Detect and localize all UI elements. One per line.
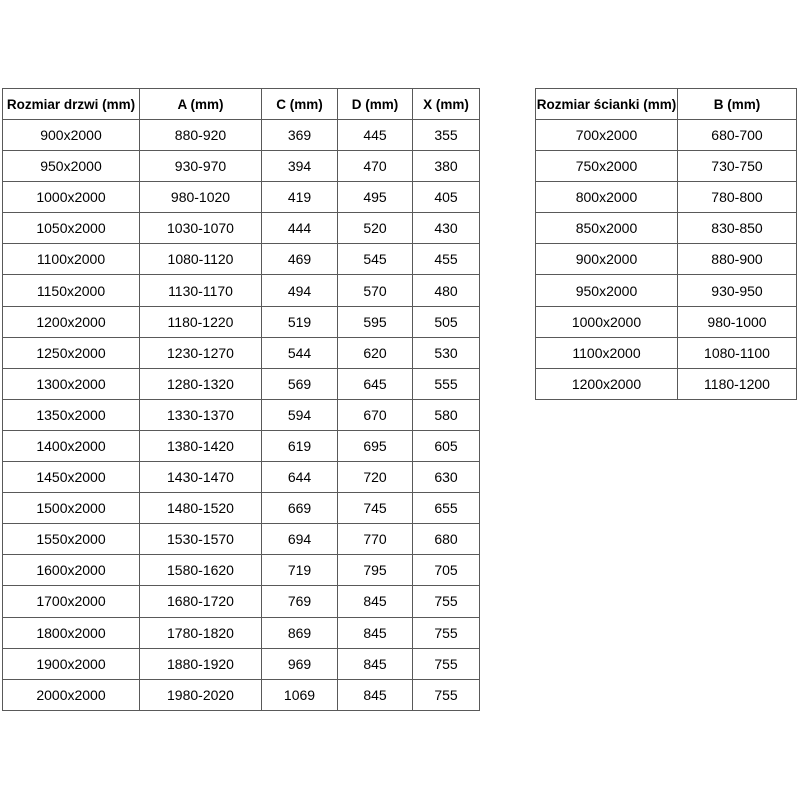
door-size-table — [2, 88, 480, 711]
table-cell: 1130-1170 — [140, 275, 262, 306]
table-cell: 1430-1470 — [140, 462, 262, 493]
table-cell: 455 — [413, 244, 480, 275]
table-cell: 730-750 — [678, 151, 797, 182]
table-cell: 680 — [413, 524, 480, 555]
table-cell: 595 — [338, 306, 413, 337]
header-row — [536, 89, 797, 120]
table-cell: 555 — [413, 368, 480, 399]
table-cell: 1480-1520 — [140, 493, 262, 524]
table-row — [536, 120, 797, 151]
door-table-header-c: C (mm) — [262, 89, 338, 120]
table-cell: 495 — [338, 182, 413, 213]
table-cell: 695 — [338, 430, 413, 461]
table-cell: 1980-2020 — [140, 679, 262, 710]
table-cell: 1150x2000 — [3, 275, 140, 306]
table-row — [3, 337, 480, 368]
table-cell: 369 — [262, 120, 338, 151]
table-cell: 969 — [262, 648, 338, 679]
table-cell: 494 — [262, 275, 338, 306]
table-cell: 780-800 — [678, 182, 797, 213]
table-row — [536, 306, 797, 337]
table-cell: 1080-1120 — [140, 244, 262, 275]
table-cell: 719 — [262, 555, 338, 586]
door-table-header-a: A (mm) — [140, 89, 262, 120]
table-cell: 1080-1100 — [678, 337, 797, 368]
table-cell: 569 — [262, 368, 338, 399]
table-cell: 645 — [338, 368, 413, 399]
table-row — [3, 213, 480, 244]
table-row — [3, 244, 480, 275]
table-row — [536, 275, 797, 306]
table-cell: 380 — [413, 151, 480, 182]
table-cell: 1300x2000 — [3, 368, 140, 399]
table-cell: 1450x2000 — [3, 462, 140, 493]
door-table-header-d: D (mm) — [338, 89, 413, 120]
table-cell: 644 — [262, 462, 338, 493]
table-cell: 930-950 — [678, 275, 797, 306]
table-cell: 845 — [338, 617, 413, 648]
table-row — [536, 213, 797, 244]
table-row — [3, 586, 480, 617]
table-cell: 1030-1070 — [140, 213, 262, 244]
table-cell: 1600x2000 — [3, 555, 140, 586]
table-cell: 1780-1820 — [140, 617, 262, 648]
table-cell: 1530-1570 — [140, 524, 262, 555]
table-cell: 880-920 — [140, 120, 262, 151]
wall-table-header-b: B (mm) — [678, 89, 797, 120]
table-row — [3, 182, 480, 213]
table-cell: 519 — [262, 306, 338, 337]
table-cell: 355 — [413, 120, 480, 151]
table-row — [3, 151, 480, 182]
table-row — [3, 368, 480, 399]
table-cell: 1580-1620 — [140, 555, 262, 586]
table-row — [3, 306, 480, 337]
table-cell: 444 — [262, 213, 338, 244]
table-cell: 900x2000 — [3, 120, 140, 151]
wall-table-header — [536, 89, 797, 120]
table-cell: 669 — [262, 493, 338, 524]
table-cell: 845 — [338, 679, 413, 710]
table-cell: 770 — [338, 524, 413, 555]
table-cell: 1330-1370 — [140, 399, 262, 430]
table-row — [3, 555, 480, 586]
table-cell: 430 — [413, 213, 480, 244]
table-cell: 1180-1200 — [678, 368, 797, 399]
table-cell: 680-700 — [678, 120, 797, 151]
table-cell: 1100x2000 — [3, 244, 140, 275]
table-cell: 655 — [413, 493, 480, 524]
table-row — [3, 120, 480, 151]
table-cell: 1500x2000 — [3, 493, 140, 524]
table-cell: 720 — [338, 462, 413, 493]
wall-table-body — [536, 120, 797, 400]
table-cell: 419 — [262, 182, 338, 213]
table-cell: 620 — [338, 337, 413, 368]
table-cell: 530 — [413, 337, 480, 368]
header-row — [3, 89, 480, 120]
table-cell: 520 — [338, 213, 413, 244]
table-row — [3, 679, 480, 710]
table-cell: 700x2000 — [536, 120, 678, 151]
table-cell: 594 — [262, 399, 338, 430]
table-cell: 850x2000 — [536, 213, 678, 244]
table-cell: 394 — [262, 151, 338, 182]
table-cell: 405 — [413, 182, 480, 213]
table-cell: 605 — [413, 430, 480, 461]
table-cell: 1200x2000 — [536, 368, 678, 399]
table-cell: 750x2000 — [536, 151, 678, 182]
table-cell: 1250x2000 — [3, 337, 140, 368]
table-cell: 1000x2000 — [536, 306, 678, 337]
table-row — [536, 244, 797, 275]
table-row — [3, 275, 480, 306]
table-cell: 950x2000 — [3, 151, 140, 182]
table-cell: 900x2000 — [536, 244, 678, 275]
table-cell: 1230-1270 — [140, 337, 262, 368]
table-cell: 745 — [338, 493, 413, 524]
table-cell: 1680-1720 — [140, 586, 262, 617]
wall-table-header-size: Rozmiar ścianki (mm) — [536, 89, 678, 120]
door-table-header-x: X (mm) — [413, 89, 480, 120]
table-row — [536, 337, 797, 368]
door-table-header-size: Rozmiar drzwi (mm) — [3, 89, 140, 120]
table-cell: 1380-1420 — [140, 430, 262, 461]
table-cell: 1180-1220 — [140, 306, 262, 337]
table-cell: 845 — [338, 648, 413, 679]
table-row — [3, 648, 480, 679]
table-cell: 1400x2000 — [3, 430, 140, 461]
table-row — [3, 617, 480, 648]
table-row — [3, 462, 480, 493]
table-cell: 830-850 — [678, 213, 797, 244]
table-cell: 1880-1920 — [140, 648, 262, 679]
table-cell: 980-1020 — [140, 182, 262, 213]
table-cell: 1550x2000 — [3, 524, 140, 555]
table-row — [3, 430, 480, 461]
table-row — [3, 399, 480, 430]
table-cell: 845 — [338, 586, 413, 617]
table-cell: 1280-1320 — [140, 368, 262, 399]
table-cell: 980-1000 — [678, 306, 797, 337]
table-cell: 705 — [413, 555, 480, 586]
table-cell: 755 — [413, 617, 480, 648]
table-cell: 470 — [338, 151, 413, 182]
table-cell: 869 — [262, 617, 338, 648]
table-cell: 769 — [262, 586, 338, 617]
table-cell: 755 — [413, 648, 480, 679]
table-cell: 480 — [413, 275, 480, 306]
table-cell: 505 — [413, 306, 480, 337]
table-cell: 880-900 — [678, 244, 797, 275]
table-cell: 1000x2000 — [3, 182, 140, 213]
table-cell: 1069 — [262, 679, 338, 710]
wall-panel-size-table — [535, 88, 797, 400]
table-cell: 2000x2000 — [3, 679, 140, 710]
table-cell: 570 — [338, 275, 413, 306]
table-row — [536, 368, 797, 399]
door-table-header — [3, 89, 480, 120]
table-cell: 1050x2000 — [3, 213, 140, 244]
table-cell: 445 — [338, 120, 413, 151]
table-row — [3, 524, 480, 555]
table-cell: 545 — [338, 244, 413, 275]
table-row — [536, 182, 797, 213]
table-cell: 1200x2000 — [3, 306, 140, 337]
table-cell: 670 — [338, 399, 413, 430]
table-cell: 1350x2000 — [3, 399, 140, 430]
table-cell: 580 — [413, 399, 480, 430]
table-cell: 1800x2000 — [3, 617, 140, 648]
table-cell: 800x2000 — [536, 182, 678, 213]
table-cell: 694 — [262, 524, 338, 555]
table-cell: 755 — [413, 586, 480, 617]
table-cell: 950x2000 — [536, 275, 678, 306]
table-cell: 755 — [413, 679, 480, 710]
table-cell: 544 — [262, 337, 338, 368]
table-cell: 469 — [262, 244, 338, 275]
door-table-body — [3, 120, 480, 711]
table-cell: 1100x2000 — [536, 337, 678, 368]
table-cell: 630 — [413, 462, 480, 493]
table-cell: 1900x2000 — [3, 648, 140, 679]
table-cell: 795 — [338, 555, 413, 586]
table-cell: 930-970 — [140, 151, 262, 182]
table-row — [536, 151, 797, 182]
table-cell: 1700x2000 — [3, 586, 140, 617]
table-row — [3, 493, 480, 524]
table-cell: 619 — [262, 430, 338, 461]
